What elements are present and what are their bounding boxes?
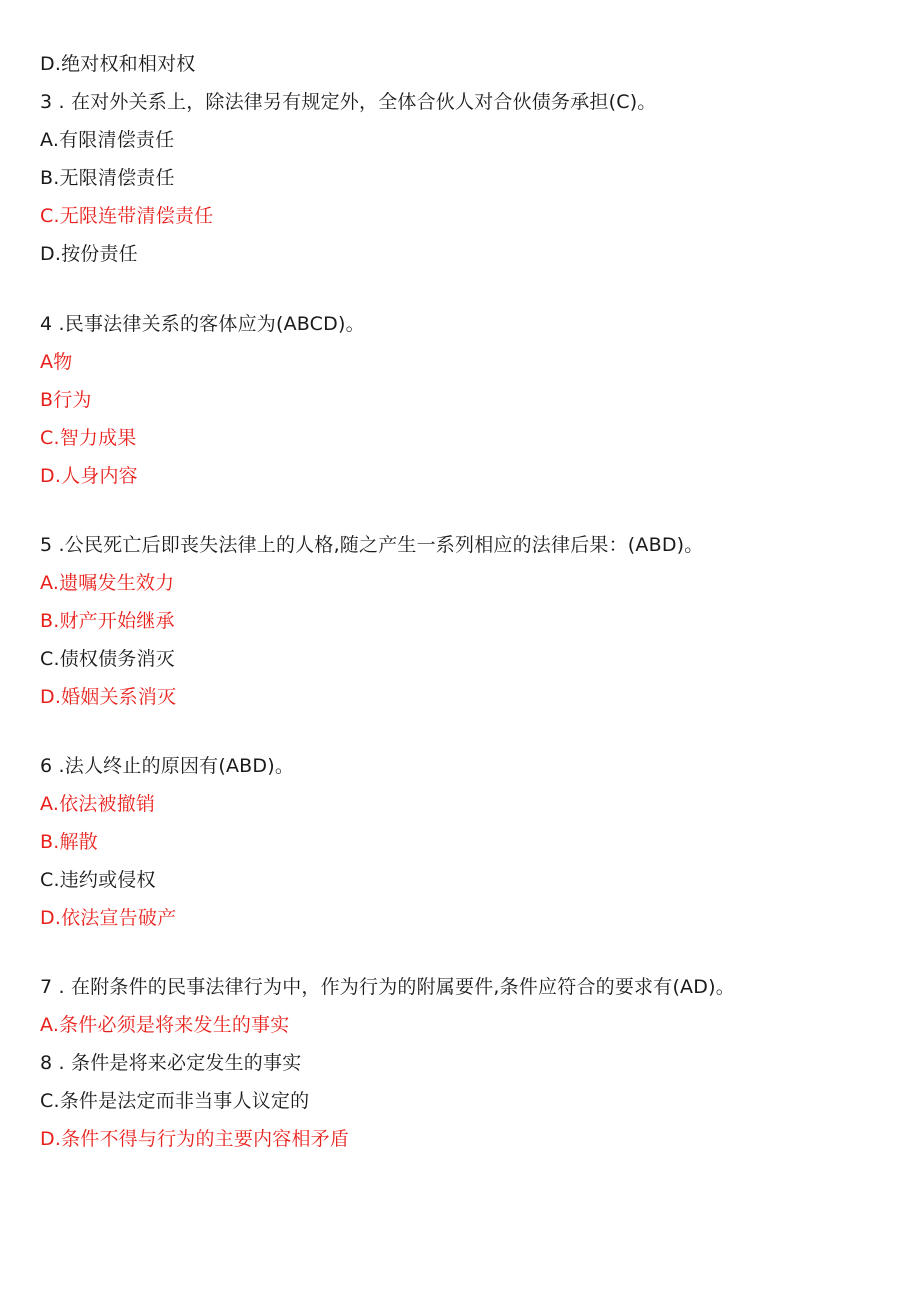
option-c-q7: C.条件是法定而非当事人议定的 xyxy=(40,1090,310,1112)
option-b-q3: B.无限清偿责任 xyxy=(40,167,175,189)
question-6: 6 .法人终止的原因有(ABD)。 xyxy=(40,755,295,777)
option-b-q7: 8 . 条件是将来必定发生的事实 xyxy=(40,1052,302,1074)
option-c-q6: C.违约或侵权 xyxy=(40,869,156,891)
option-a-q4-answer: A物 xyxy=(40,351,73,373)
option-b-q5-answer: B.财产开始继承 xyxy=(40,610,175,632)
option-d-q6-answer: D.依法宣告破产 xyxy=(40,907,177,929)
option-a-q6-answer: A.依法被撤销 xyxy=(40,793,156,815)
question-7: 7 . 在附条件的民事法律行为中，作为行为的附属要件,条件应符合的要求有(AD)。 xyxy=(40,976,735,998)
option-d-q5-answer: D.婚姻关系消灭 xyxy=(40,686,177,708)
option-d-q7-answer: D.条件不得与行为的主要内容相矛盾 xyxy=(40,1128,350,1150)
option-c-q4-answer: C.智力成果 xyxy=(40,427,137,449)
option-d-q2: D.绝对权和相对权 xyxy=(40,53,196,75)
question-5: 5 .公民死亡后即丧失法律上的人格,随之产生一系列相应的法律后果：(ABD)。 xyxy=(40,534,704,556)
option-d-q4-answer: D.人身内容 xyxy=(40,465,138,487)
option-b-q6-answer: B.解散 xyxy=(40,831,98,853)
option-d-q3: D.按份责任 xyxy=(40,243,138,265)
option-c-q5: C.债权债务消灭 xyxy=(40,648,175,670)
question-4: 4 .民事法律关系的客体应为(ABCD)。 xyxy=(40,313,365,335)
option-a-q3: A.有限清偿责任 xyxy=(40,129,175,151)
option-a-q7-answer: A.条件必须是将来发生的事实 xyxy=(40,1014,290,1036)
option-c-q3-answer: C.无限连带清偿责任 xyxy=(40,205,214,227)
question-3: 3 . 在对外关系上，除法律另有规定外，全体合伙人对合伙债务承担(C)。 xyxy=(40,91,657,113)
option-a-q5-answer: A.遗嘱发生效力 xyxy=(40,572,175,594)
option-b-q4-answer: B行为 xyxy=(40,389,92,411)
